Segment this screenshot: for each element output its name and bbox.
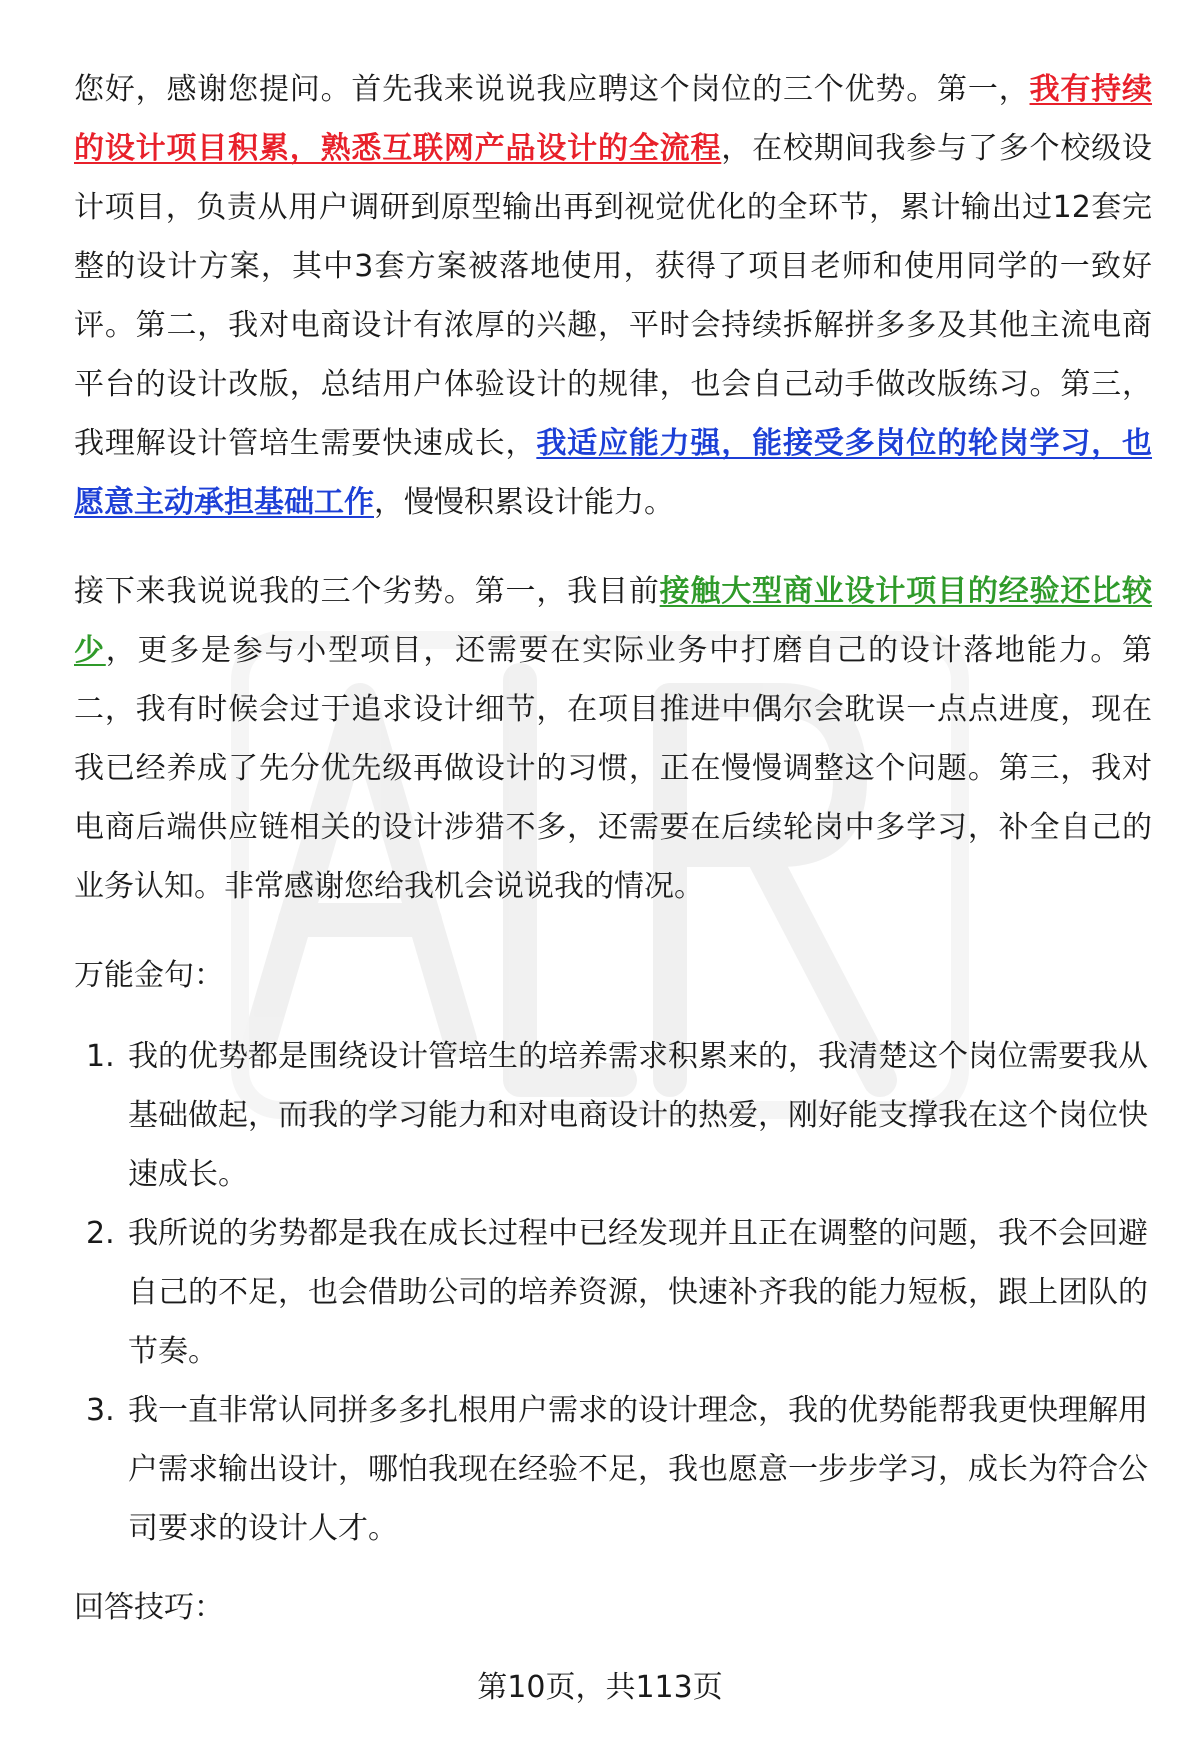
- list-item-number: 3.: [86, 1393, 115, 1428]
- strengths-body-text: ，在校期间我参与了多个校级设计项目，负责从用户调研到原型输出再到视觉优化的全环节，累计输出过12套完整的设计方案，其中3套方案被落地使用，获得了项目老师和使用同学的一致好评。第二，我对电商设计有浓厚的兴趣，平时会持续拆解拼多多及其他主流电商平台的设计改版，总结用户体验设计的规律，也会自己动手做改版练习。第三，我理解设计管培生需要快速成长，: [74, 131, 1153, 461]
- list-item-number: 1.: [86, 1039, 115, 1074]
- list-item-number: 2.: [86, 1216, 115, 1251]
- weaknesses-body-text: ，更多是参与小型项目，还需要在实际业务中打磨自己的设计落地能力。第二，我有时候会过于追求设计细节，在项目推进中偶尔会耽误一点点进度，现在我已经养成了先分优先级再做设计的习惯，正在慢慢调整这个问题。第三，我对电商后端供应链相关的设计涉猎不多，还需要在后续轮岗中多学习，补全自己的业务认知。非常感谢您给我机会说说我的情况。: [74, 633, 1153, 904]
- weaknesses-paragraph: [74, 562, 1152, 916]
- list-item: [74, 1381, 1152, 1558]
- list-item: [74, 1204, 1152, 1381]
- document-body: [74, 60, 1152, 1637]
- golden-sentences-list: [74, 1027, 1152, 1558]
- golden-sentences-label: 万能金句：: [74, 958, 224, 993]
- list-item: [74, 1027, 1152, 1204]
- strengths-intro-text: 您好，感谢您提问。首先我来说说我应聘这个岗位的三个优势。第一，: [74, 72, 1030, 107]
- strengths-end-text: ，慢慢积累设计能力。: [374, 485, 674, 520]
- weaknesses-intro-text: 接下来我说说我的三个劣势。第一，我目前: [74, 574, 660, 609]
- list-item-text: 我所说的劣势都是我在成长过程中已经发现并且正在调整的问题，我不会回避自己的不足，也会借助公司的培养资源，快速补齐我的能力短板，跟上团队的节奏。: [128, 1216, 1148, 1369]
- page-number-footer: 第10页，共113页: [477, 1670, 723, 1705]
- highlight-adaptability: 我适应能力强，能接受多岗位的轮岗学习，也愿意主动承担基础工作: [74, 426, 1153, 520]
- list-item-text: 我一直非常认同拼多多扎根用户需求的设计理念，我的优势能帮我更快理解用户需求输出设计，哪怕我现在经验不足，我也愿意一步步学习，成长为符合公司要求的设计人才。: [128, 1393, 1148, 1546]
- strengths-paragraph: [74, 60, 1152, 532]
- list-item-text: 我的优势都是围绕设计管培生的培养需求积累来的，我清楚这个岗位需要我从基础做起，而我的学习能力和对电商设计的热爱，刚好能支撑我在这个岗位快速成长。: [128, 1039, 1148, 1192]
- highlight-limited-experience: 接触大型商业设计项目的经验还比较少: [74, 574, 1153, 668]
- highlight-project-experience: 我有持续的设计项目积累，熟悉互联网产品设计的全流程: [74, 72, 1153, 166]
- answer-tips-label: 回答技巧：: [74, 1590, 224, 1625]
